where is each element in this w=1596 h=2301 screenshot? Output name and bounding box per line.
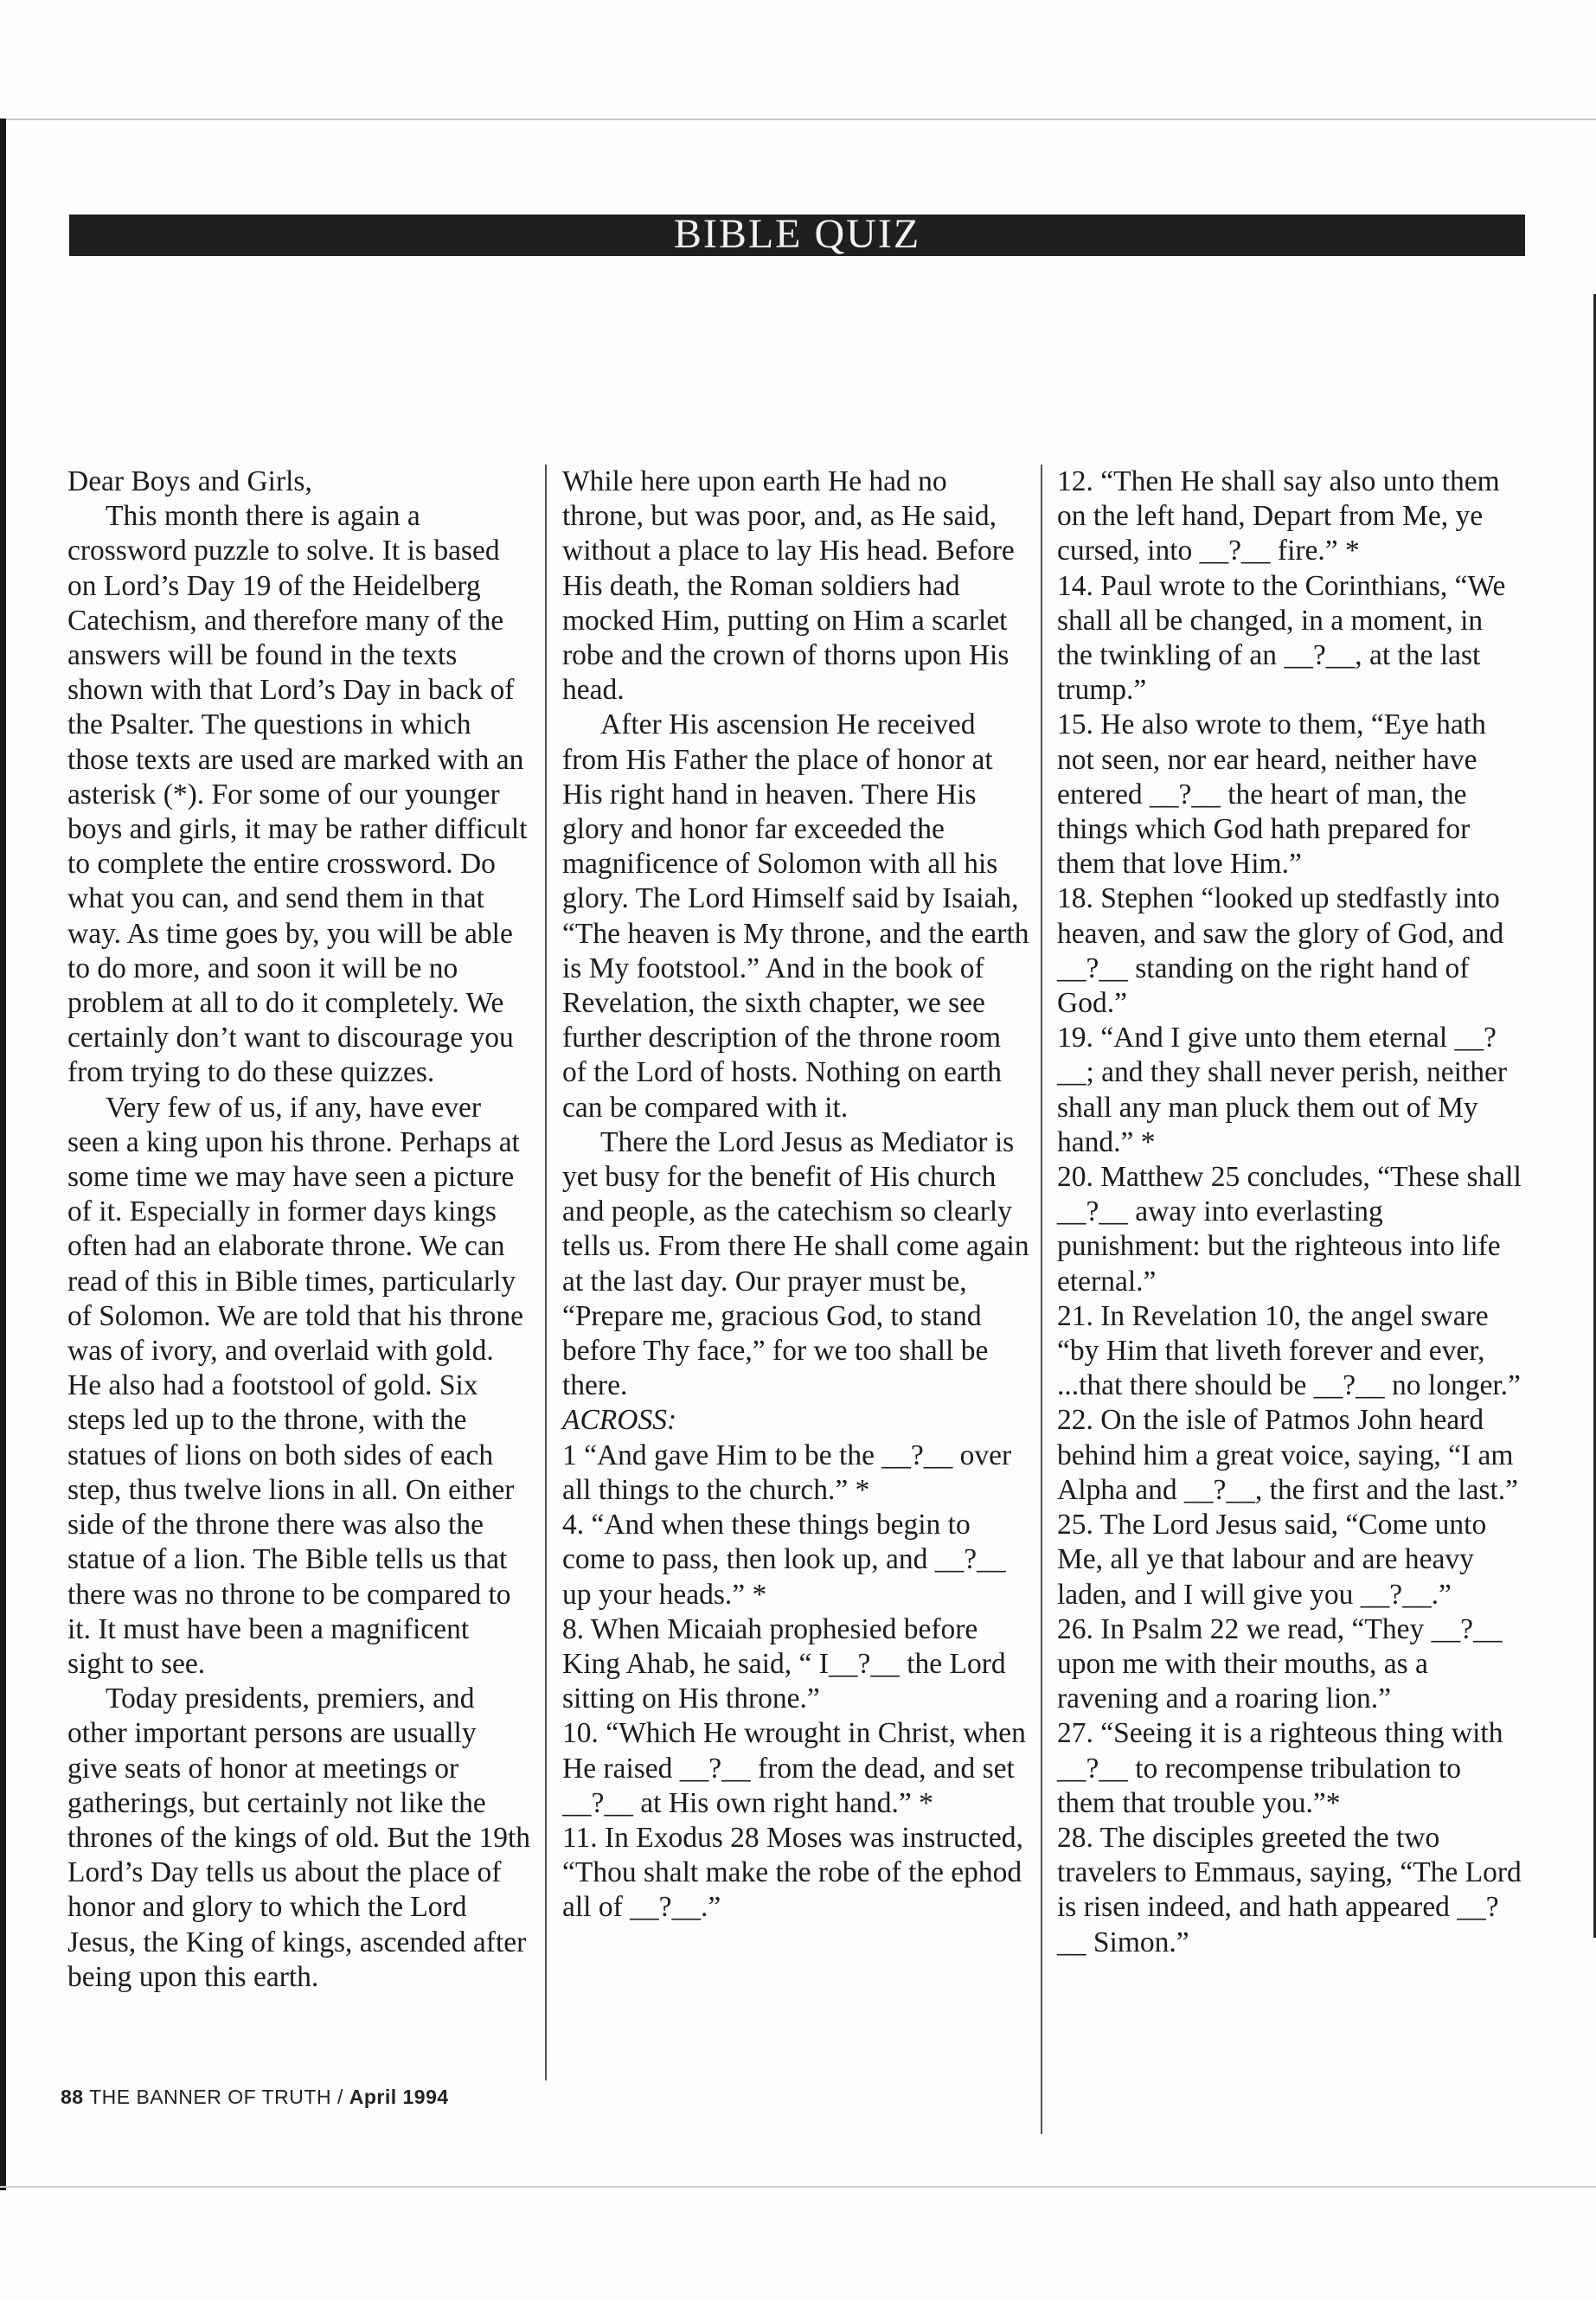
title-banner xyxy=(69,211,1525,257)
quiz-question: 19. “And I give unto them eternal __?__; and they shall never perish, neither shall any man pluck them out of My hand.” * xyxy=(1057,1022,1508,1158)
salutation: Dear Boys and Girls, xyxy=(67,465,312,497)
quiz-question: 14. Paul wrote to the Corinthians, “We shall all be changed, in a moment, in the twinkling of an __?__, at the last trump.” xyxy=(1057,569,1506,707)
quiz-question: 18. Stephen “looked up stedfastly into heaven, and saw the glory of God, and __?__ standing on the right hand of God.” xyxy=(1057,882,1504,1020)
quiz-question: 1 “And gave Him to be the __?__ over all things to the church.” * xyxy=(562,1439,1012,1506)
column-1 xyxy=(67,465,531,1995)
quiz-question: 25. The Lord Jesus said, “Come unto Me, all ye that labour and are heavy laden, and I will give you __?__.” xyxy=(1057,1509,1487,1611)
quiz-question: 8. When Micaiah prophesied before King Ahab, he said, “ I__?__ the Lord sitting on His throne.” xyxy=(562,1612,1006,1715)
across-heading: ACROSS: xyxy=(562,1404,677,1437)
paragraph: While here upon earth He had no throne, but was poor, and, as He said, without a place to lay His head. Before His death, the Roman soldiers had mocked Him, putting on Him a scarlet robe and the crown of thorns upon His head. xyxy=(562,465,1015,707)
column-divider xyxy=(1041,465,1042,2134)
quiz-question: 21. In Revelation 10, the angel sware “by Him that liveth forever and ever, ...that there should be __?__ no longer.” xyxy=(1057,1299,1521,1402)
paragraph: Very few of us, if any, have ever seen a king upon his throne. Perhaps at some time we may have seen a picture of it. Especially in former days kings often had an elaborate throne. We can read of this in Bible times, particularly of Solomon. We are told that his throne was of ivory, and overlaid with gold. He also had a footstool of gold. Six steps led up to the throne, with the statues of lions on both sides of each step, thus twelve lions in all. On either side of the throne there was also the statue of a lion. The Bible tells us that there was no throne to be compared to it. It must have been a magnificent sight to see. xyxy=(67,1091,524,1680)
quiz-question: 12. “Then He shall say also unto them on the left hand, Depart from Me, ye cursed, into __?__ fire.” * xyxy=(1057,465,1500,567)
column-2 xyxy=(562,465,1029,1926)
quiz-question: 4. “And when these things begin to come to pass, then look up, and __?__ up your heads.” * xyxy=(562,1509,1006,1611)
top-rule xyxy=(0,119,1596,120)
column-divider xyxy=(545,465,547,2080)
page-footer xyxy=(61,2086,449,2109)
page-title: BIBLE QUIZ xyxy=(673,211,921,257)
quiz-question: 10. “Which He wrought in Christ, when He raised __?__ from the dead, and set __?__ at His own right hand.” * xyxy=(562,1717,1026,1819)
quiz-question: 15. He also wrote to them, “Eye hath not seen, nor ear heard, neither have entered __?__ the heart of man, the things which God hath prepared for them that love Him.” xyxy=(1057,708,1486,881)
quiz-question: 11. In Exodus 28 Moses was instructed, “Thou shalt make the robe of the ephod all of __?__.” xyxy=(562,1821,1023,1924)
publication-name: THE BANNER OF TRUTH / xyxy=(89,2086,343,2108)
page-number: 88 xyxy=(61,2086,84,2108)
bottom-rule xyxy=(0,2186,1596,2188)
paragraph: Today presidents, premiers, and other important persons are usually give seats of honor at meetings or gatherings, but certainly not like the thrones of the kings of old. But the 19th Lord’s Day tells us about the place of honor and glory to which the Lord Jesus, the King of kings, ascended after being upon this earth. xyxy=(67,1682,531,1993)
column-3 xyxy=(1057,465,1524,1960)
quiz-question: 28. The disciples greeted the two travelers to Emmaus, saying, “The Lord is risen indeed, and hath appeared __?__ Simon.” xyxy=(1057,1821,1522,1958)
quiz-question: 22. On the isle of Patmos John heard behind him a great voice, saying, “I am Alpha and __?__, the first and the last.” xyxy=(1057,1404,1519,1506)
quiz-question: 26. In Psalm 22 we read, “They __?__ upon me with their mouths, as a ravening and a roaring lion.” xyxy=(1057,1612,1503,1715)
page-left-edge xyxy=(0,119,6,2190)
paragraph: This month there is again a crossword puzzle to solve. It is based on Lord’s Day 19 of the Heidelberg Catechism, and therefore many of the answers will be found in the texts shown with that Lord’s Day in back of the Psalter. The questions in which those texts are used are marked with an asterisk (*). For some of our younger boys and girls, it may be rather difficult to complete the entire crossword. Do what you can, and send them in that way. As time goes by, you will be able to do more, and soon it will be no problem at all to do it completely. We certainly don’t want to discourage you from trying to do these quizzes. xyxy=(67,500,528,1089)
quiz-question: 20. Matthew 25 concludes, “These shall __?__ away into everlasting punishment: but the righteous into life eternal.” xyxy=(1057,1161,1522,1298)
paragraph: There the Lord Jesus as Mediator is yet busy for the benefit of His church and people, as the catechism so clearly tells us. From there He shall come again at the last day. Our prayer must be, “Prepare me, gracious God, to stand before Thy face,” for we too shall be there. xyxy=(562,1125,1029,1402)
paragraph: After His ascension He received from His Father the place of honor at His right hand in heaven. There His glory and honor far exceeded the magnificence of Solomon with all his glory. The Lord Himself said by Isaiah, “The heaven is My throne, and the earth is My footstool.” And in the book of Revelation, the sixth chapter, we see further description of the throne room of the Lord of hosts. Nothing on earth can be compared with it. xyxy=(562,708,1029,1124)
quiz-question: 27. “Seeing it is a righteous thing with __?__ to recompense tribulation to them that trouble you.”* xyxy=(1057,1717,1503,1819)
issue-date: April 1994 xyxy=(349,2086,449,2108)
